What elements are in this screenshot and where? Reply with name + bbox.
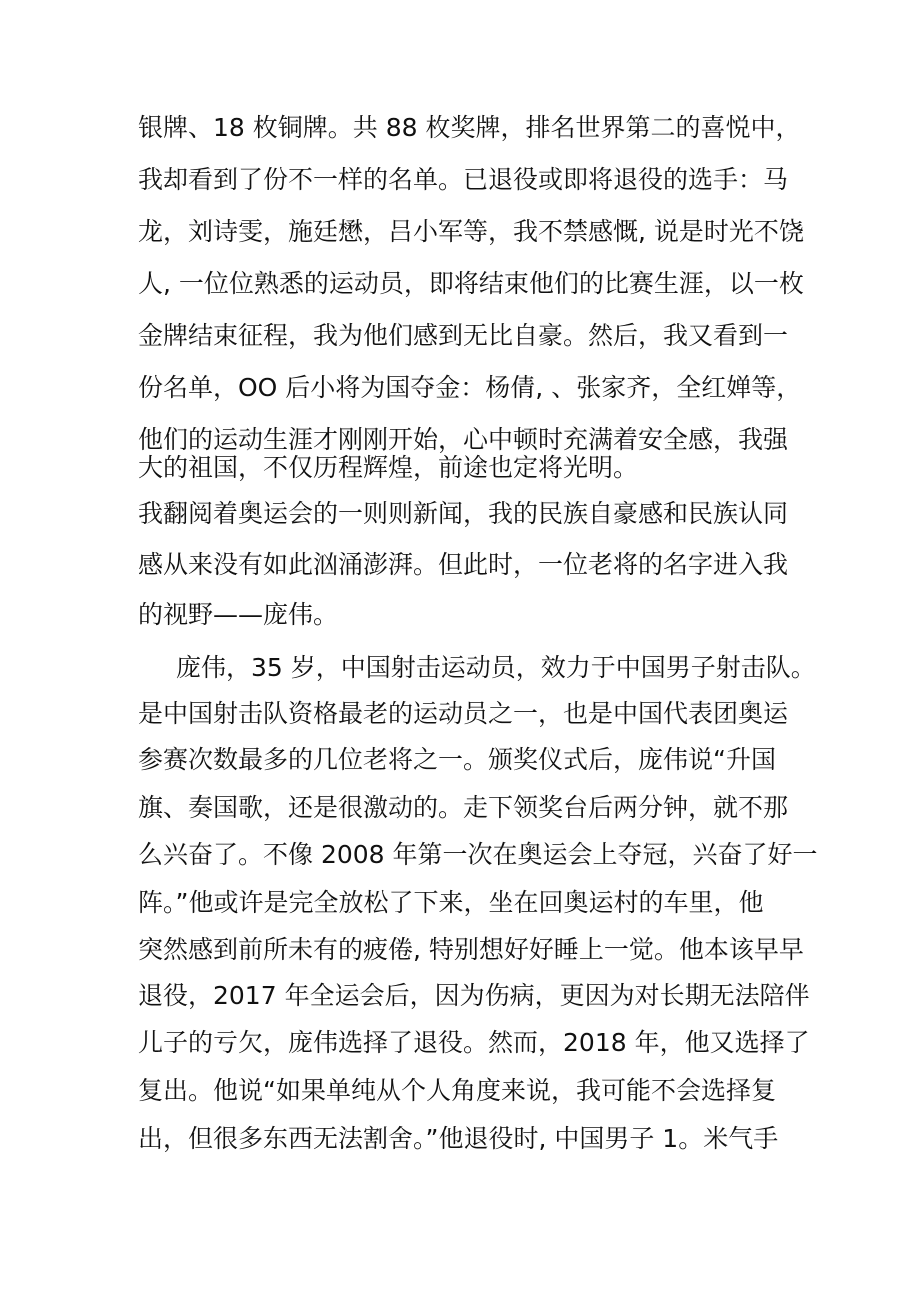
text-line: 我翻阅着奥运会的一则则新闻，我的民族自豪感和民族认同	[138, 499, 789, 528]
text-line: 的视野——庞伟。	[138, 600, 339, 629]
text-line: 庞伟，35 岁，中国射击运动员，效力于中国男子射击队。	[176, 653, 816, 682]
text-line: 儿子的亏欠，庞伟选择了退役。然而，2018 年，他又选择了	[138, 1028, 810, 1057]
text-line: 是中国射击队资格最老的运动员之一，也是中国代表团奥运	[138, 699, 789, 728]
text-line: 阵。”他或许是完全放松了下来，坐在回奥运村的车里，他	[138, 888, 764, 917]
text-line: 旗、奏国歌，还是很激动的。走下领奖台后两分钟，就不那	[138, 793, 789, 822]
text-line: 么兴奋了。不像 2008 年第一次在奥运会上夺冠，兴奋了好一	[138, 840, 818, 869]
text-line: 突然感到前所未有的疲倦, 特别想好好睡上一觉。他本该早早	[138, 935, 804, 964]
text-line: 我却看到了份不一样的名单。已退役或即将退役的选手：马	[138, 165, 789, 194]
text-line: 复出。他说“如果单纯从个人角度来说，我可能不会选择复	[138, 1076, 776, 1105]
text-line: 金牌结束征程，我为他们感到无比自豪。然后，我又看到一	[138, 321, 789, 350]
text-line: 出，但很多东西无法割舍。”他退役时, 中国男子 1。米气手	[138, 1124, 779, 1153]
text-line: 感从来没有如此汹涌澎湃。但此时，一位老将的名字进入我	[138, 550, 789, 579]
text-line: 银牌、18 枚铜牌。共 88 枚奖牌，排名世界第二的喜悦中，	[138, 113, 801, 142]
text-line: 退役，2017 年全运会后，因为伤病，更因为对长期无法陪伴	[138, 981, 810, 1010]
text-line: 份名单，OO 后小将为国夺金：杨倩, 、张家齐，全红婵等，	[138, 373, 802, 402]
text-line: 参赛次数最多的几位老将之一。颁奖仪式后，庞伟说“升国	[138, 745, 776, 774]
text-line: 龙，刘诗雯，施廷懋，吕小军等，我不禁感慨, 说是时光不饶	[138, 217, 804, 246]
text-line: 他们的运动生涯才刚刚开始，心中顿时充满着安全感，我强	[138, 425, 789, 454]
text-line: 大的祖国，不仅历程辉煌，前途也定将光明。	[138, 453, 639, 482]
text-line: 人, 一位位熟悉的运动员，即将结束他们的比赛生涯，以一枚	[138, 269, 804, 298]
